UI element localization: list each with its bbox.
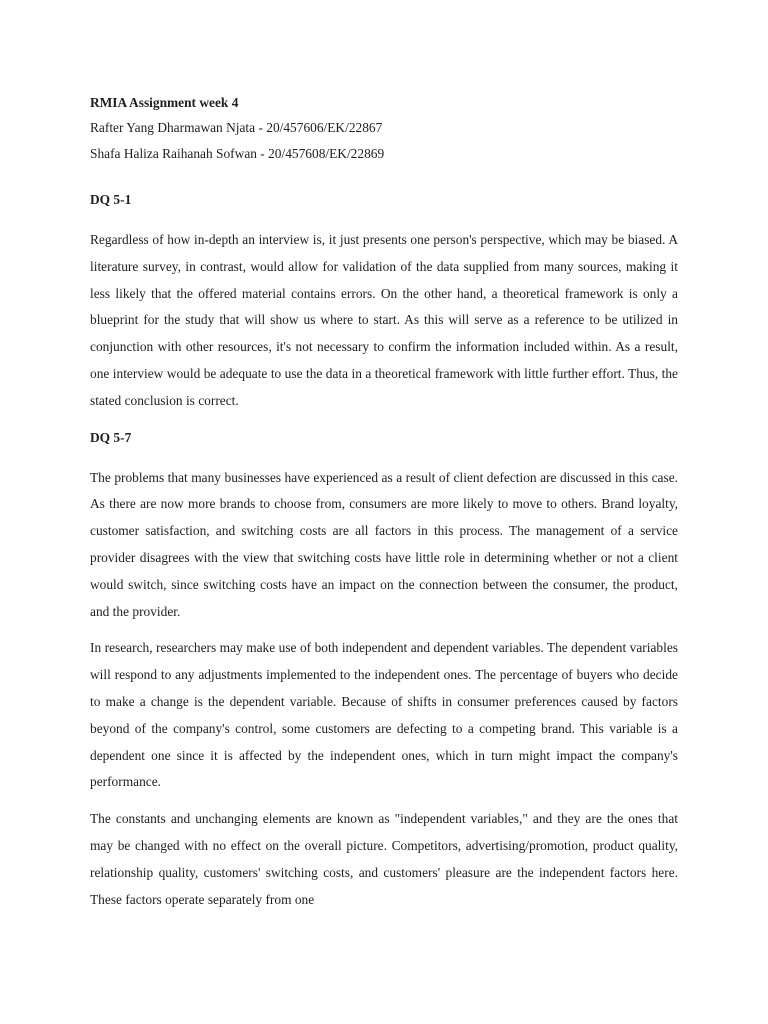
document-title: RMIA Assignment week 4 [90, 95, 239, 110]
section-dq-5-7 [90, 425, 678, 914]
author-list [90, 115, 678, 167]
author-line: Shafa Haliza Raihanah Sofwan - 20/457608/EK/22869 [90, 146, 385, 161]
author-line: Rafter Yang Dharmawan Njata - 20/457606/EK/22867 [90, 120, 383, 135]
paragraph: The problems that many businesses have experienced as a result of client defection are discussed in this case. As there are now more brands to choose from, consumers are more likely to move to others. Brand loyalty, customer satisfaction, and switching costs are all factors in this process. The management of a service provider disagrees with the view that switching costs have little role in determining whether or not a client would switch, since switching costs have an impact on the connection between the consumer, the product, and the provider. [90, 469, 678, 619]
section-heading: DQ 5-1 [90, 192, 132, 207]
document-page [90, 91, 678, 923]
section-heading: DQ 5-7 [90, 429, 132, 445]
paragraph: In research, researchers may make use of both independent and dependent variables. The dependent variables will respond to any adjustments implemented to the independent ones. The percentage of buyers who decide to make a change is the dependent variable. Because of shifts in consumer preferences caused by factors beyond of the company's control, some customers are defecting to a competing brand. This variable is a dependent one since it is affected by the independent ones, which in turn might impact the company's performance. [90, 640, 678, 790]
paragraph: Regardless of how in-depth an interview is, it just presents one person's perspective, which may be biased. A literature survey, in contrast, would allow for validation of the data supplied from many sources, making it less likely that the offered material contains errors. On the other hand, a theoretical framework is only a blueprint for the study that will show us where to start. As this will serve as a reference to be utilized in conjunction with other resources, it's not necessary to confirm the information included within. As a result, one interview would be adequate to use the data in a theoretical framework with little further effort. Thus, the stated conclusion is correct. [90, 232, 678, 408]
paragraph: The constants and unchanging elements are known as "independent variables," and they are the ones that may be changed with no effect on the overall picture. Competitors, advertising/promotion, product quality, relationship quality, customers' switching costs, and customers' pleasure are the independent factors here. These factors operate separately from one [90, 811, 678, 907]
section-dq-5-1 [90, 187, 678, 415]
